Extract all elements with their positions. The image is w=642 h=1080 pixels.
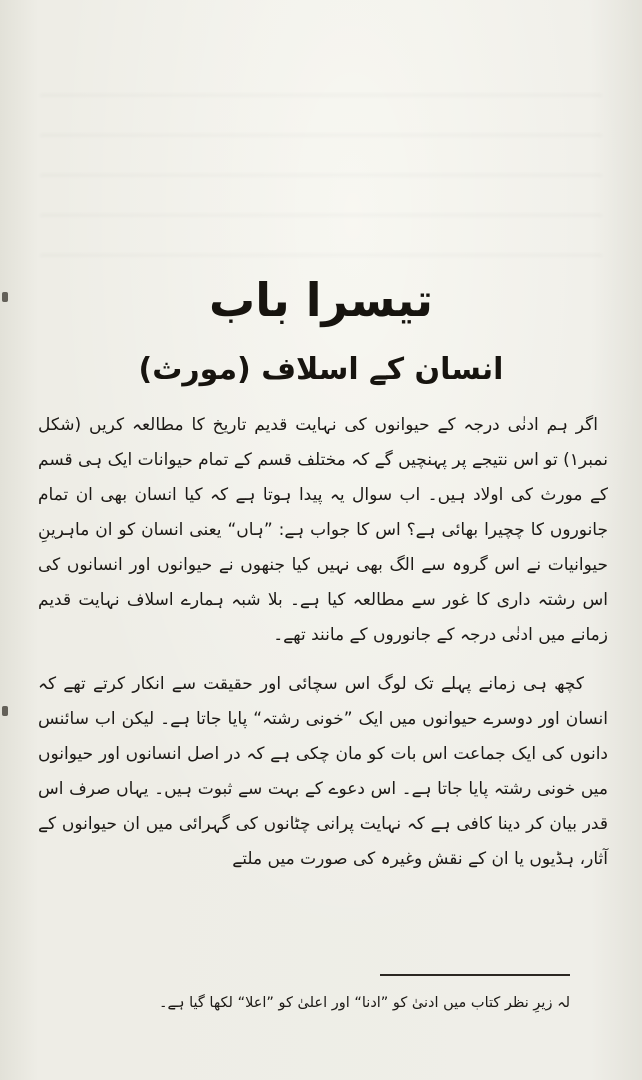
- paragraph-2: کچھ ہی زمانے پہلے تک لوگ اس سچائی اور حقیقت سے انکار کرتے تھے کہ انسان اور دوسرے حیوانوں میں ایک ”خونی رشتہ“ پایا جاتا ہے۔ لیکن اب سائنس دانوں کی ایک جماعت اس بات کو مان چکی ہے کہ در اصل انسانوں اور حیوانوں میں خونی رشتہ پایا جاتا ہے۔ اس دعوے کے بہت سے ثبوت ہیں۔ یہاں صرف اس قدر بیان کر دینا کافی ہے کہ نہایت پرانی چٹانوں کی گہرائی میں ان حیوانوں کے آثار، ہڈیوں یا ان کے نقش وغیرہ کی صورت میں ملتے: [38, 674, 608, 869]
- footnote: لہ زیرِ نظر کتاب میں ادنیٰ کو ”ادنا“ اور اعلیٰ کو ”اعلا“ لکھا گیا ہے۔: [159, 995, 570, 1011]
- paragraph-1: اگر ہم ادنٰی درجہ کے حیوانوں کی نہایت قدیم تاریخ کا مطالعہ کریں (شکل نمبر۱) تو اس نتیجے پر پہنچیں گے کہ مختلف قسم کے تمام حیوانات ایک ہی قسم کے مورث کی اولاد ہیں۔ اب سوال یہ پیدا ہوتا ہے کہ کیا انسان بھی ان تمام جانوروں کا چچیرا بھائی ہے؟ اس کا جواب ہے: ”ہاں“ یعنی انسان کو ان ماہرینِ حیوانیات نے اس گروہ سے الگ بھی نہیں کیا جنھوں نے حیوانوں اور انسانوں کی اس رشتہ داری کا غور سے مطالعہ کیا ہے۔ بلا شبہ ہمارے اسلاف نہایت قدیم زمانے میں ادنٰی درجہ کے جانوروں کے مانند تھے۔: [38, 415, 608, 645]
- footnote-rule: [380, 974, 570, 976]
- chapter-title: تیسرا باب: [208, 273, 434, 327]
- page-edge-mark-middle: [2, 706, 8, 716]
- chapter-subtitle: انسان کے اسلاف (مورث): [138, 352, 504, 387]
- show-through-text: [40, 70, 602, 260]
- body-text: [38, 408, 608, 877]
